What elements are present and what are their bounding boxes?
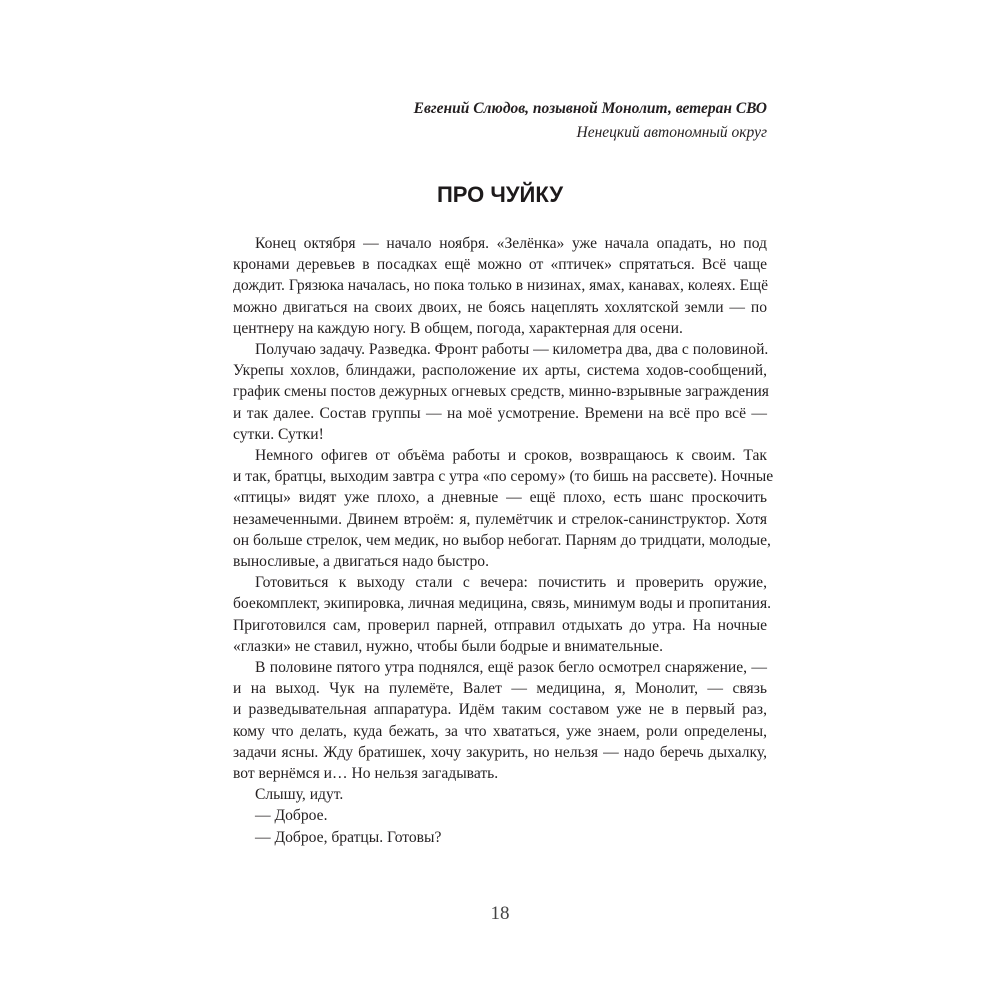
page-number: 18 (490, 903, 510, 924)
paragraph (233, 339, 767, 445)
text-line: Немного офигев от объёма работы и сроков, возвращаюсь к своим. Так (255, 447, 767, 465)
text-line: «птицы» видят уже плохо, а дневные — ещё плохо, есть шанс проскочить (233, 489, 767, 507)
text-line: вот вернёмся и… Но нельзя загадывать. (233, 765, 499, 783)
text-line: В половине пятого утра поднялся, ещё разок бегло осмотрел снаряжение, — (255, 659, 767, 677)
text-line: центнеру на каждую ногу. В общем, погода, характерная для осени. (233, 319, 683, 337)
text-line: он больше стрелок, чем медик, но выбор небогат. Парням до тридцати, молодые, (233, 531, 771, 549)
paragraph (233, 805, 767, 826)
text-line: и разведывательная аппаратура. Идём таким составом уже не в первый раз, (233, 701, 767, 719)
text-line: дождит. Грязюка началась, но пока только в низинах, ямах, канавах, колеях. Ещё (233, 277, 769, 295)
paragraph (233, 233, 767, 339)
text-line: незамеченными. Двинем втроём: я, пулемётчик и стрелок-санинструктор. Хотя (233, 510, 767, 528)
text-line: Приготовился сам, проверил парней, отправил отдыхать до утра. На ночные (233, 616, 767, 634)
paragraph (233, 827, 767, 848)
text-line: кому что делать, куда бежать, за что хвататься, уже знаем, роли определены, (233, 722, 767, 740)
paragraph (233, 445, 774, 572)
text-line: — Доброе. (255, 807, 328, 825)
text-line: Слышу, идут. (255, 786, 344, 804)
author-attribution (414, 97, 767, 145)
text-line: Получаю задачу. Разведка. Фронт работы — километра два, два с половиной. (255, 341, 769, 359)
text-line: Укрепы хохлов, блиндажи, расположение их арты, система ходов-сообщений, (233, 362, 767, 380)
text-line: — Доброе, братцы. Готовы? (255, 828, 442, 846)
text-line: и так, братцы, выходим завтра с утра «по серому» (то бишь на рассвете). Ночные (233, 468, 774, 486)
paragraph (233, 572, 772, 657)
text-line: боекомплект, экипировка, личная медицина, связь, минимум воды и пропитания. (233, 595, 772, 613)
text-line: задачи ясны. Жду братишек, хочу закурить, но нельзя — надо беречь дыхалку, (233, 743, 767, 761)
chapter-body (233, 233, 774, 848)
text-line: график смены постов дежурных огневых средств, минно-взрывные заграждения (233, 383, 769, 401)
chapter-title: ПРО ЧУЙКУ (436, 182, 564, 207)
text-line: можно двигаться на своих двоих, не боясь нацеплять хохлятской земли — по (233, 298, 767, 316)
author-region: Ненецкий автономный округ (576, 124, 767, 141)
paragraph (233, 784, 767, 805)
text-line: выносливые, а двигаться надо быстро. (233, 553, 489, 571)
text-line: и так далее. Состав группы — на моё усмотрение. Времени на всё про всё — (233, 404, 767, 422)
text-line: Конец октября — начало ноября. «Зелёнка» уже начала опадать, но под (255, 235, 767, 252)
text-line: сутки. Сутки! (233, 425, 324, 443)
paragraph (233, 657, 767, 784)
text-line: «глазки» не ставил, нужно, чтобы были бодрые и внимательные. (233, 637, 663, 655)
author-name: Евгений Слюдов, позывной Монолит, ветеран СВО (413, 100, 767, 117)
text-line: Готовиться к выходу стали с вечера: почистить и проверить оружие, (255, 574, 767, 592)
text-line: кронами деревьев в посадках ещё можно от «птичек» спрятаться. Всё чаще (233, 256, 767, 274)
text-line: и на выход. Чук на пулемёте, Валет — медицина, я, Монолит, — связь (233, 680, 767, 698)
